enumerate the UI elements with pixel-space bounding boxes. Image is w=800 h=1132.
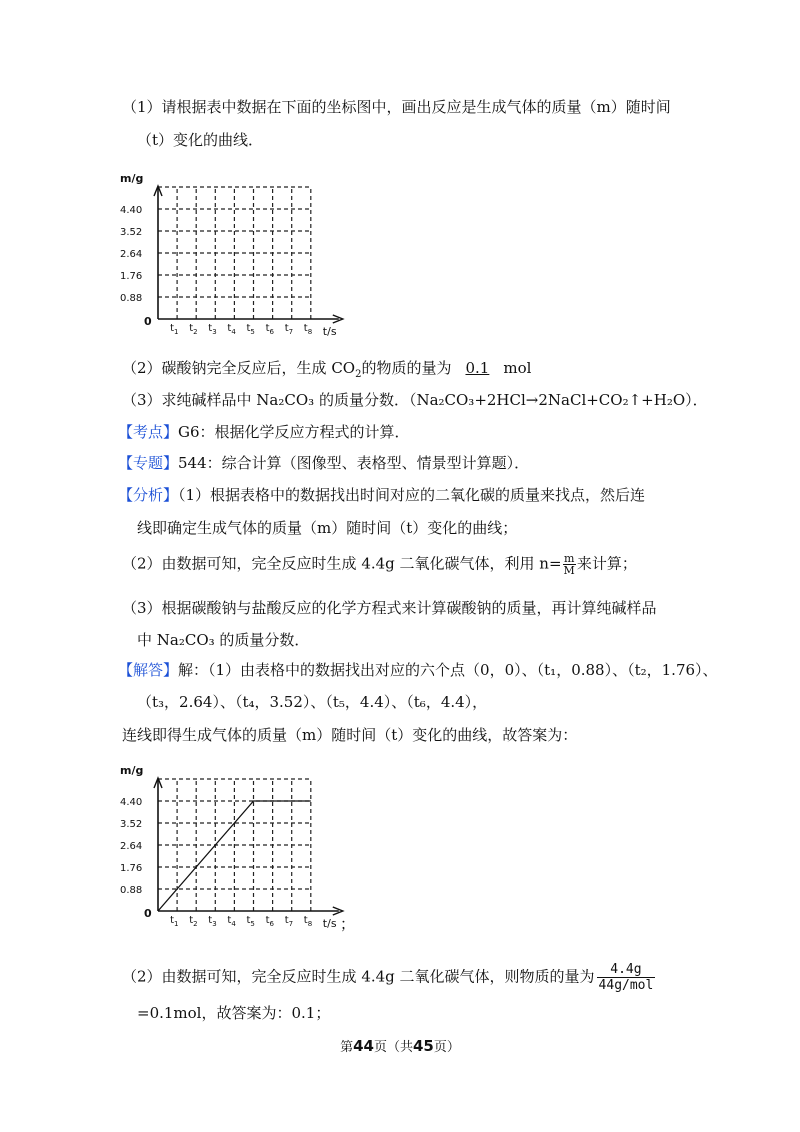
- fenxi-line5: 中 Na₂CO₃ 的质量分数．: [137, 631, 310, 649]
- x-tick-label: $t_8$: [303, 323, 313, 336]
- y-tick-label: 4.40: [120, 205, 143, 216]
- answer-curve-chart: [118, 752, 358, 932]
- page-footer: [0, 1036, 800, 1055]
- footer-post: 页）: [433, 1040, 460, 1055]
- x-tick-label: $t_5$: [246, 915, 255, 928]
- footer-total-pages: 45: [413, 1037, 434, 1055]
- footer-mid: 页（共: [373, 1040, 413, 1055]
- x-tick-label: $t_8$: [303, 915, 313, 928]
- y-tick-label: 2.64: [120, 841, 143, 852]
- y-tick-label: 1.76: [120, 271, 143, 282]
- jieda-line3: 连线即得生成气体的质量（m）随时间（t）变化的曲线，故答案为：: [122, 726, 578, 744]
- fenxi-line3-pre: （2）由数据可知，完全反应时生成 4.4g 二氧化碳气体，利用 n=: [122, 554, 562, 573]
- fenxi-frac-den: M: [563, 564, 575, 577]
- y-axis-label: m/g: [120, 172, 144, 185]
- x-tick-label: $t_2$: [189, 915, 198, 928]
- jieda-after-chart: ；: [340, 915, 356, 933]
- q2-unit: mol: [503, 359, 532, 377]
- q2-sub: 2: [355, 369, 362, 380]
- x-tick-label: $t_3$: [208, 915, 217, 928]
- kaodian-line: [118, 422, 410, 442]
- y-tick-label: 0.88: [120, 885, 143, 896]
- empty-grid-chart: [118, 160, 358, 340]
- fenxi-fraction: [563, 553, 576, 576]
- jieda-line2: （t₃，2.64）、（t₄，3.52）、（t₅，4.4）、（t₆，4.4），: [137, 693, 488, 711]
- jieda-fraction: [597, 962, 656, 993]
- q3-line: （3）求纯碱样品中 Na₂CO₃ 的质量分数．（Na₂CO₃+2HCl→2NaCl+CO₂↑+H₂O）．: [122, 391, 708, 409]
- x-tick-label: $t_1$: [170, 323, 179, 336]
- y-tick-label: 4.40: [120, 797, 143, 808]
- jieda-tag: 【解答】: [118, 661, 179, 679]
- q2-line: [122, 358, 531, 385]
- x-axis-label: t/s: [322, 325, 337, 338]
- x-tick-label: $t_4$: [227, 915, 236, 928]
- x-axis-label: t/s: [322, 917, 337, 930]
- y-tick-label: 3.52: [120, 227, 143, 238]
- q2-pre: （2）碳酸钠完全反应后，生成 CO: [122, 359, 356, 377]
- fenxi-text1: （1）根据表格中的数据找出时间对应的二氧化碳的质量来找点，然后连: [178, 486, 646, 504]
- x-tick-label: $t_1$: [170, 915, 179, 928]
- footer-pre: 第: [340, 1040, 354, 1055]
- jieda-line1: [118, 660, 718, 680]
- kaodian-tag: 【考点】: [118, 423, 179, 441]
- x-tick-label: $t_2$: [189, 323, 198, 336]
- jieda-line4: [122, 962, 657, 993]
- origin-label: 0: [144, 315, 152, 328]
- x-tick-label: $t_7$: [284, 915, 294, 928]
- x-tick-label: $t_7$: [284, 323, 294, 336]
- q1-line2: （t）变化的曲线．: [137, 131, 264, 149]
- x-tick-label: $t_6$: [265, 915, 274, 928]
- fenxi-line3-post: 来计算；: [576, 554, 637, 573]
- q1-line1: （1）请根据表中数据在下面的坐标图中，画出反应是生成气体的质量（m）随时间: [122, 98, 671, 116]
- jieda-frac-num: 4.4g: [597, 962, 656, 978]
- fenxi-frac-num: m: [563, 552, 575, 565]
- footer-page-number: 44: [353, 1037, 374, 1055]
- zhuanti-line: [118, 453, 529, 473]
- q2-answer-blank: 0.1: [465, 359, 490, 377]
- origin-label: 0: [144, 907, 152, 920]
- x-tick-label: $t_4$: [227, 323, 236, 336]
- jieda-line4-pre: （2）由数据可知，完全反应时生成 4.4g 二氧化碳气体，则物质的量为: [122, 967, 595, 986]
- jieda-line5: =0.1mol，故答案为：0.1；: [137, 1004, 331, 1022]
- jieda-text1: 解：（1）由表格中的数据找出对应的六个点（0，0）、（t₁，0.88）、（t₂，1.76）、: [178, 661, 718, 679]
- y-axis-label: m/g: [120, 764, 144, 777]
- fenxi-line2: 线即确定生成气体的质量（m）随时间（t）变化的曲线；: [137, 519, 518, 537]
- fenxi-line3: [122, 553, 637, 576]
- jieda-frac-den: 44g/mol: [598, 978, 654, 993]
- y-tick-label: 2.64: [120, 249, 143, 260]
- fenxi-tag: 【分析】: [118, 486, 179, 504]
- x-tick-label: $t_5$: [246, 323, 255, 336]
- x-tick-label: $t_3$: [208, 323, 217, 336]
- y-tick-label: 1.76: [120, 863, 143, 874]
- zhuanti-text: 544：综合计算（图像型、表格型、情景型计算题）．: [178, 454, 530, 472]
- zhuanti-tag: 【专题】: [118, 454, 179, 472]
- y-tick-label: 0.88: [120, 293, 143, 304]
- y-tick-label: 3.52: [120, 819, 143, 830]
- kaodian-text: G6：根据化学反应方程式的计算．: [178, 423, 410, 441]
- fenxi-line1: [118, 485, 645, 505]
- x-tick-label: $t_6$: [265, 323, 274, 336]
- q2-mid: 的物质的量为: [361, 359, 452, 377]
- fenxi-line4: （3）根据碳酸钠与盐酸反应的化学方程式来计算碳酸钠的质量，再计算纯碱样品: [122, 599, 657, 617]
